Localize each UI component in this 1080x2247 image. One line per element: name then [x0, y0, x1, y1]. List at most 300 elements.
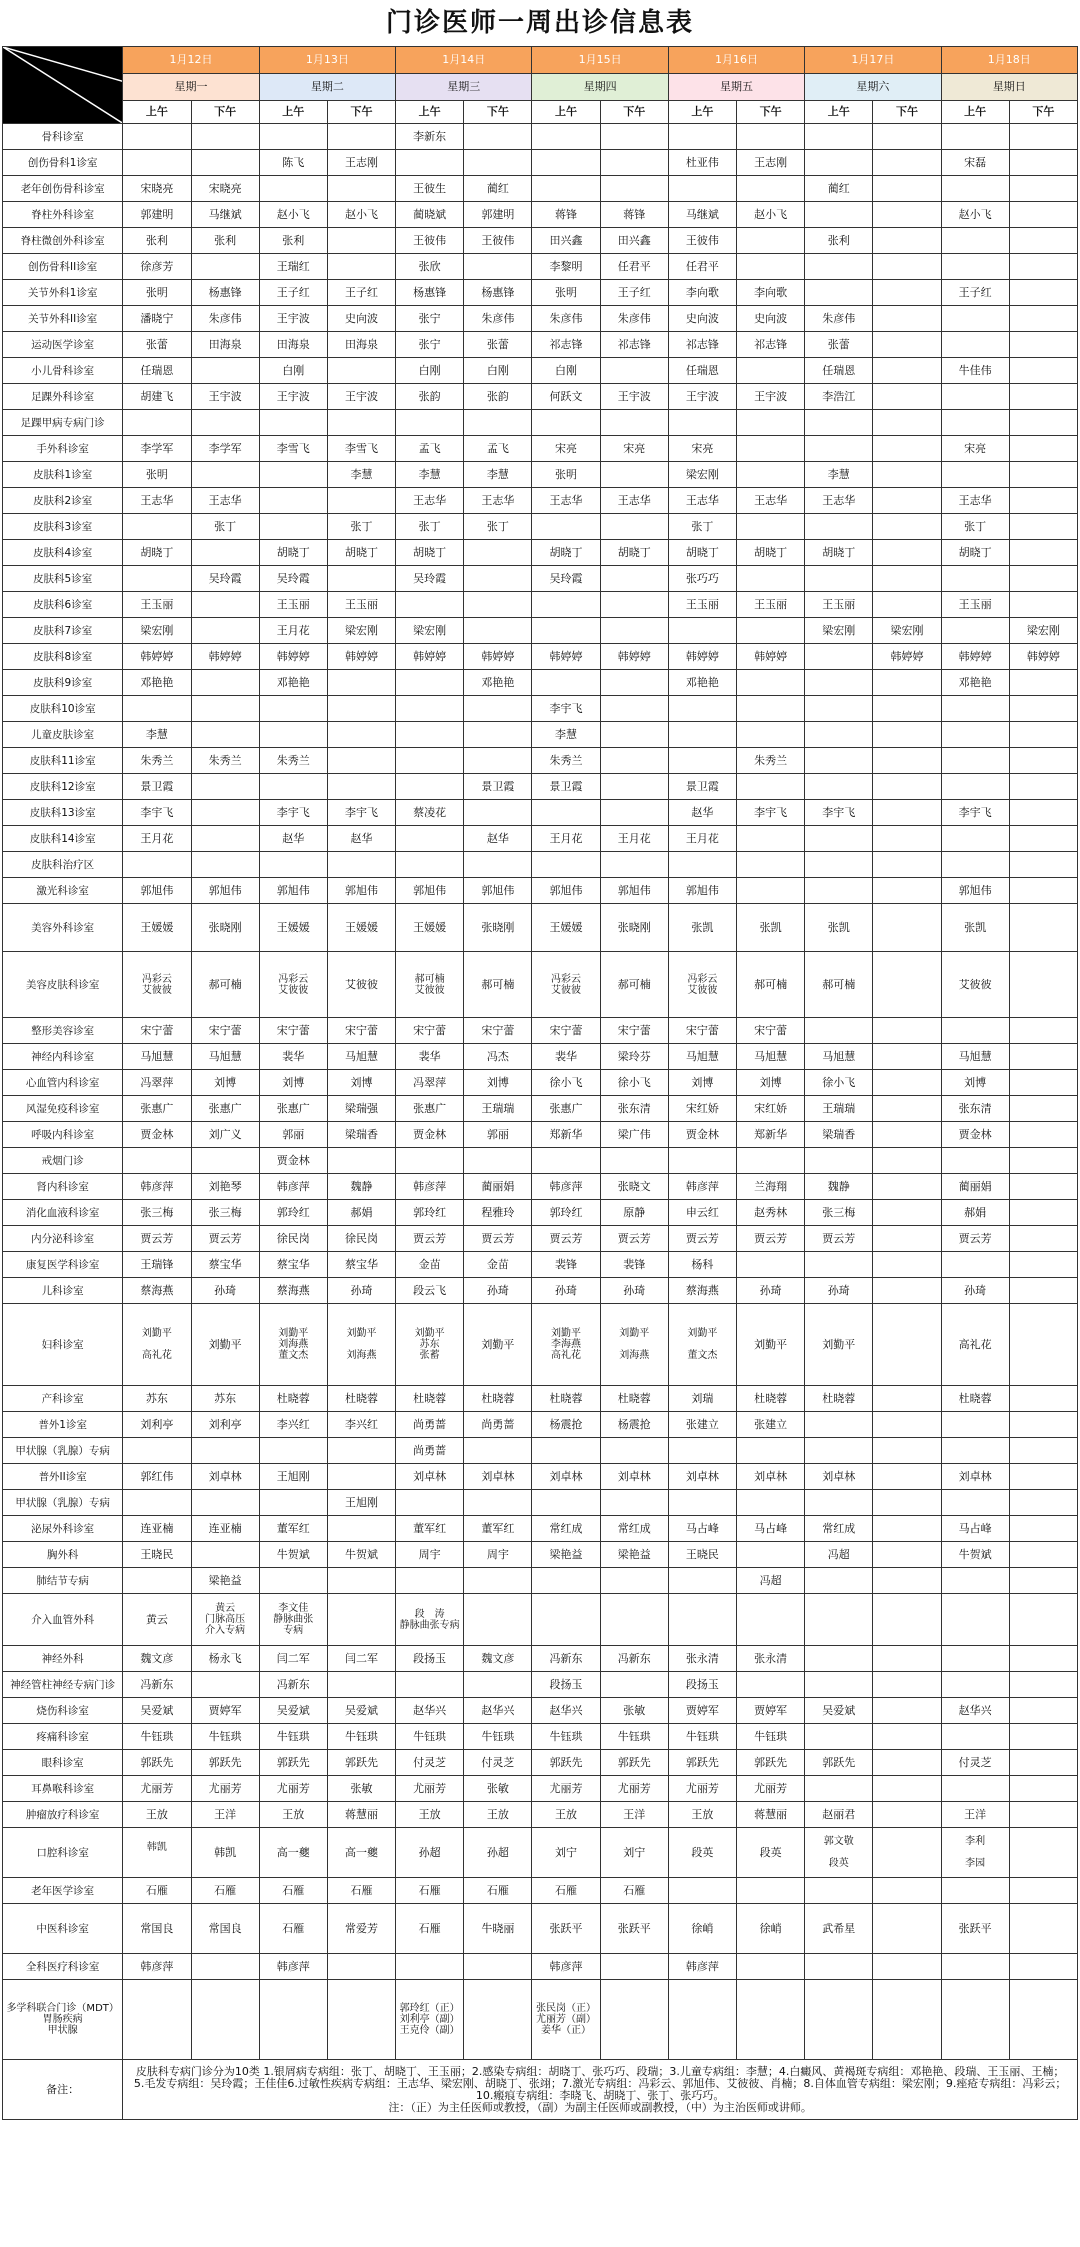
table-row	[3, 1252, 1078, 1278]
doctor-cell	[805, 436, 873, 462]
doctor-cell: 尤丽芳	[191, 1776, 259, 1802]
doctor-cell: 张东清	[941, 1096, 1009, 1122]
doctor-cell	[396, 1954, 464, 1980]
doctor-cell: 吴爱斌	[123, 1698, 191, 1724]
doctor-cell: 郝可楠	[464, 952, 532, 1018]
doctor-cell	[464, 150, 532, 176]
doctor-cell	[805, 1724, 873, 1750]
dept-name: 皮肤科1诊室	[3, 462, 123, 488]
doctor-cell	[941, 1980, 1009, 2060]
doctor-cell: 闫二军	[259, 1646, 327, 1672]
doctor-cell	[668, 722, 736, 748]
doctor-cell: 孙琦	[464, 1278, 532, 1304]
doctor-cell: 刘勤平 苏东 张蓄	[396, 1304, 464, 1386]
dept-name: 普外1诊室	[3, 1412, 123, 1438]
doctor-cell	[600, 514, 668, 540]
doctor-cell: 牛钰珙	[396, 1724, 464, 1750]
doctor-cell	[1009, 1698, 1077, 1724]
doctor-cell: 朱秀兰	[259, 748, 327, 774]
doctor-cell: 王彼生	[396, 176, 464, 202]
doctor-cell	[737, 124, 805, 150]
doctor-cell	[191, 1438, 259, 1464]
table-row	[3, 1698, 1078, 1724]
doctor-cell	[805, 1018, 873, 1044]
doctor-cell: 朱秀兰	[737, 748, 805, 774]
doctor-cell: 刘艳琴	[191, 1174, 259, 1200]
doctor-cell: 王玉丽	[805, 592, 873, 618]
doctor-cell: 杨震抢	[532, 1412, 600, 1438]
doctor-cell: 常红成	[600, 1516, 668, 1542]
doctor-cell	[259, 1490, 327, 1516]
doctor-cell: 贾金林	[259, 1148, 327, 1174]
doctor-cell	[805, 1438, 873, 1464]
doctor-cell	[1009, 1750, 1077, 1776]
dept-name: 皮肤科治疗区	[3, 852, 123, 878]
doctor-cell: 赵华兴	[941, 1698, 1009, 1724]
doctor-cell: 牛钰珙	[600, 1724, 668, 1750]
doctor-cell	[191, 358, 259, 384]
doctor-cell	[1009, 306, 1077, 332]
doctor-cell: 蔺红	[805, 176, 873, 202]
doctor-cell: 李学军	[123, 436, 191, 462]
doctor-cell	[327, 1594, 395, 1646]
doctor-cell: 白刚	[396, 358, 464, 384]
table-row	[3, 1304, 1078, 1386]
doctor-cell: 刘博	[737, 1070, 805, 1096]
doctor-cell: 徐峭	[737, 1904, 805, 1954]
doctor-cell	[1009, 1096, 1077, 1122]
doctor-cell: 王志华	[464, 488, 532, 514]
doctor-cell: 景卫霞	[532, 774, 600, 800]
doctor-cell: 贾云芳	[191, 1226, 259, 1252]
doctor-cell	[532, 1594, 600, 1646]
doctor-cell	[941, 1672, 1009, 1698]
doctor-cell	[600, 358, 668, 384]
doctor-cell: 祁志锋	[532, 332, 600, 358]
table-row	[3, 202, 1078, 228]
doctor-cell	[1009, 670, 1077, 696]
doctor-cell: 张宁	[396, 332, 464, 358]
doctor-cell: 刘勤平	[191, 1304, 259, 1386]
doctor-cell: 尚勇蔷	[396, 1438, 464, 1464]
header-pm: 下午	[327, 101, 395, 124]
dept-name: 胸外科	[3, 1542, 123, 1568]
doctor-cell	[805, 254, 873, 280]
doctor-cell: 郭跃先	[668, 1750, 736, 1776]
doctor-cell	[1009, 722, 1077, 748]
doctor-cell	[600, 670, 668, 696]
doctor-cell: 李宇飞	[737, 800, 805, 826]
doctor-cell: 张敏	[464, 1776, 532, 1802]
doctor-cell	[805, 202, 873, 228]
doctor-cell: 张丁	[941, 514, 1009, 540]
doctor-cell: 王宇波	[737, 384, 805, 410]
doctor-cell: 景卫霞	[668, 774, 736, 800]
doctor-cell: 李利 李园	[941, 1828, 1009, 1878]
doctor-cell	[123, 150, 191, 176]
doctor-cell: 魏文彦	[123, 1646, 191, 1672]
doctor-cell: 吴玲霞	[191, 566, 259, 592]
doctor-cell	[532, 852, 600, 878]
doctor-cell: 任君平	[600, 254, 668, 280]
doctor-cell: 宋红娇	[737, 1096, 805, 1122]
doctor-cell	[737, 1878, 805, 1904]
table-row	[3, 1070, 1078, 1096]
header-date: 1月12日	[123, 47, 259, 74]
doctor-cell: 张丁	[464, 514, 532, 540]
doctor-cell: 王放	[532, 1802, 600, 1828]
doctor-cell	[737, 228, 805, 254]
doctor-cell	[396, 592, 464, 618]
doctor-cell: 刘博	[259, 1070, 327, 1096]
doctor-cell: 段扬玉	[396, 1646, 464, 1672]
doctor-cell	[1009, 1672, 1077, 1698]
doctor-cell: 刘卓林	[532, 1464, 600, 1490]
doctor-cell: 王玉丽	[737, 592, 805, 618]
dept-name: 创伤骨科1诊室	[3, 150, 123, 176]
doctor-cell: 胡晓丁	[327, 540, 395, 566]
doctor-cell: 常爱芳	[327, 1904, 395, 1954]
doctor-cell: 刘卓林	[941, 1464, 1009, 1490]
doctor-cell: 魏静	[805, 1174, 873, 1200]
doctor-cell	[941, 462, 1009, 488]
doctor-cell: 王瑞红	[259, 254, 327, 280]
doctor-cell: 韩彦萍	[668, 1954, 736, 1980]
table-row	[3, 618, 1078, 644]
doctor-cell: 韩婷婷	[191, 644, 259, 670]
doctor-cell: 吴爱斌	[327, 1698, 395, 1724]
doctor-cell: 王瑞锋	[123, 1252, 191, 1278]
doctor-cell: 尤丽芳	[668, 1776, 736, 1802]
doctor-cell: 苏东	[191, 1386, 259, 1412]
doctor-cell: 郭建明	[123, 202, 191, 228]
doctor-cell	[191, 540, 259, 566]
doctor-cell: 张蕾	[805, 332, 873, 358]
doctor-cell	[941, 618, 1009, 644]
doctor-cell	[396, 670, 464, 696]
doctor-cell	[464, 1980, 532, 2060]
doctor-cell: 张韵	[396, 384, 464, 410]
doctor-cell: 吴玲霞	[532, 566, 600, 592]
doctor-cell: 孟飞	[396, 436, 464, 462]
doctor-cell	[396, 410, 464, 436]
doctor-cell: 杜晓蓉	[464, 1386, 532, 1412]
doctor-cell: 李宇飞	[327, 800, 395, 826]
doctor-cell	[941, 228, 1009, 254]
header-weekday: 星期日	[941, 74, 1077, 101]
header-date: 1月14日	[396, 47, 532, 74]
doctor-cell	[737, 878, 805, 904]
doctor-cell: 裴锋	[600, 1252, 668, 1278]
doctor-cell: 郭跃先	[805, 1750, 873, 1776]
doctor-cell	[737, 410, 805, 436]
doctor-cell	[737, 358, 805, 384]
doctor-cell	[259, 852, 327, 878]
doctor-cell: 徐民岗	[327, 1226, 395, 1252]
doctor-cell: 石雁	[532, 1878, 600, 1904]
header-date: 1月17日	[805, 47, 941, 74]
doctor-cell: 牛贺斌	[941, 1542, 1009, 1568]
doctor-cell: 张民岗（正） 尤丽芳（副） 姜华（正）	[532, 1980, 600, 2060]
doctor-cell: 贾云芳	[532, 1226, 600, 1252]
doctor-cell: 张丁	[396, 514, 464, 540]
doctor-cell	[464, 1148, 532, 1174]
doctor-cell: 马旭慧	[941, 1044, 1009, 1070]
doctor-cell	[191, 462, 259, 488]
doctor-cell: 邓艳艳	[123, 670, 191, 696]
doctor-cell	[737, 436, 805, 462]
doctor-cell: 刘利亭	[191, 1412, 259, 1438]
doctor-cell: 张建立	[668, 1412, 736, 1438]
doctor-cell: 李向歌	[668, 280, 736, 306]
table-row	[3, 124, 1078, 150]
dept-name: 皮肤科4诊室	[3, 540, 123, 566]
doctor-cell: 任君平	[668, 254, 736, 280]
dept-name: 老年创伤骨科诊室	[3, 176, 123, 202]
doctor-cell	[805, 1594, 873, 1646]
doctor-cell	[600, 1568, 668, 1594]
doctor-cell	[668, 696, 736, 722]
doctor-cell: 刘勤平	[737, 1304, 805, 1386]
table-row	[3, 1568, 1078, 1594]
doctor-cell	[941, 176, 1009, 202]
doctor-cell	[1009, 1122, 1077, 1148]
doctor-cell: 石雁	[191, 1878, 259, 1904]
doctor-cell: 张利	[259, 228, 327, 254]
doctor-cell: 李慧	[805, 462, 873, 488]
doctor-cell: 金苗	[464, 1252, 532, 1278]
doctor-cell: 郭旭伟	[600, 878, 668, 904]
doctor-cell: 张利	[805, 228, 873, 254]
dept-name: 甲状腺（乳腺）专病	[3, 1438, 123, 1464]
doctor-cell: 王洋	[941, 1802, 1009, 1828]
doctor-cell: 朱彦伟	[464, 306, 532, 332]
doctor-cell	[941, 332, 1009, 358]
doctor-cell: 任瑞恩	[668, 358, 736, 384]
doctor-cell: 郑新华	[737, 1122, 805, 1148]
doctor-cell	[532, 1490, 600, 1516]
table-row	[3, 1724, 1078, 1750]
table-row	[3, 332, 1078, 358]
doctor-cell	[396, 150, 464, 176]
doctor-cell: 王玉丽	[259, 592, 327, 618]
doctor-cell: 李黎明	[532, 254, 600, 280]
doctor-cell	[941, 1878, 1009, 1904]
doctor-cell	[1009, 540, 1077, 566]
doctor-cell: 胡建飞	[123, 384, 191, 410]
doctor-cell: 冯彩云 艾彼彼	[259, 952, 327, 1018]
doctor-cell	[464, 124, 532, 150]
doctor-cell	[737, 774, 805, 800]
doctor-cell: 史向波	[737, 306, 805, 332]
doctor-cell	[805, 1672, 873, 1698]
doctor-cell	[941, 1490, 1009, 1516]
doctor-cell	[805, 1776, 873, 1802]
header-pm: 下午	[1009, 101, 1077, 124]
doctor-cell: 郝可楠	[805, 952, 873, 1018]
doctor-cell	[805, 826, 873, 852]
doctor-cell	[873, 696, 941, 722]
doctor-cell: 韩彦萍	[123, 1174, 191, 1200]
doctor-cell	[873, 306, 941, 332]
doctor-cell	[123, 1438, 191, 1464]
doctor-cell	[191, 1490, 259, 1516]
doctor-cell: 吴爱斌	[805, 1698, 873, 1724]
doctor-cell	[873, 1542, 941, 1568]
doctor-cell	[327, 774, 395, 800]
doctor-cell	[191, 800, 259, 826]
doctor-cell	[259, 176, 327, 202]
doctor-cell	[191, 592, 259, 618]
doctor-cell	[532, 514, 600, 540]
dept-name: 皮肤科14诊室	[3, 826, 123, 852]
doctor-cell	[668, 1568, 736, 1594]
doctor-cell: 梁宏刚	[873, 618, 941, 644]
doctor-cell: 宋宁蕾	[191, 1018, 259, 1044]
doctor-cell	[737, 1148, 805, 1174]
doctor-cell: 王洋	[191, 1802, 259, 1828]
doctor-cell: 白刚	[259, 358, 327, 384]
dept-name: 耳鼻喉科诊室	[3, 1776, 123, 1802]
doctor-cell: 李兴红	[259, 1412, 327, 1438]
dept-name: 手外科诊室	[3, 436, 123, 462]
doctor-cell	[1009, 1252, 1077, 1278]
doctor-cell	[1009, 774, 1077, 800]
doctor-cell: 白刚	[532, 358, 600, 384]
doctor-cell: 郭跃先	[737, 1750, 805, 1776]
doctor-cell	[941, 1148, 1009, 1174]
doctor-cell	[873, 1568, 941, 1594]
doctor-cell: 杨惠锋	[464, 280, 532, 306]
doctor-cell	[737, 1672, 805, 1698]
doctor-cell: 王宇波	[327, 384, 395, 410]
doctor-cell: 张惠广	[259, 1096, 327, 1122]
doctor-cell: 杨永飞	[191, 1646, 259, 1672]
doctor-cell: 孙琦	[191, 1278, 259, 1304]
doctor-cell	[1009, 202, 1077, 228]
doctor-cell	[1009, 410, 1077, 436]
doctor-cell	[805, 748, 873, 774]
doctor-cell	[1009, 1438, 1077, 1464]
doctor-cell	[532, 592, 600, 618]
doctor-cell: 田海泉	[191, 332, 259, 358]
doctor-cell: 韩婷婷	[259, 644, 327, 670]
doctor-cell	[805, 852, 873, 878]
dept-name: 消化血液科诊室	[3, 1200, 123, 1226]
doctor-cell: 高一夔	[259, 1828, 327, 1878]
doctor-cell	[191, 1980, 259, 2060]
doctor-cell: 梁瑞香	[805, 1122, 873, 1148]
doctor-cell: 史向波	[327, 306, 395, 332]
doctor-cell: 张晓文	[600, 1174, 668, 1200]
doctor-cell: 申云红	[668, 1200, 736, 1226]
doctor-cell: 孙琦	[941, 1278, 1009, 1304]
doctor-cell: 张晓刚	[191, 904, 259, 952]
doctor-cell	[600, 852, 668, 878]
doctor-cell	[873, 1174, 941, 1200]
doctor-cell	[1009, 280, 1077, 306]
doctor-cell: 杜晓蓉	[396, 1386, 464, 1412]
doctor-cell	[123, 124, 191, 150]
doctor-cell	[123, 566, 191, 592]
doctor-cell: 王月花	[668, 826, 736, 852]
doctor-cell	[600, 618, 668, 644]
doctor-cell	[1009, 1304, 1077, 1386]
note-text: 皮肤科专病门诊分为10类 1.银屑病专病组：张丁、胡晓丁、王玉丽；2.感染专病组：胡晓丁、张巧巧、段瑞；3.儿童专病组：李慧；4.白癜风、黄褐斑专病组：邓艳艳、段瑞、王玉丽、王楠；5.毛发专病组：吴玲霞；王佳佳6.过敏性疾病专病组：王志华、梁宏刚、胡晓丁、张翊；7.激光专病组：冯彩云、郭旭伟、艾彼彼、肖楠；8.自体血管专病组：梁宏刚；9.痤疮专病组：冯彩云；10.瘢痕专病组：李晓飞、胡晓丁、张丁、张巧巧。 注：（正）为主任医师或教授，（副）为副主任医师或副教授，（中）为主治医师或讲师。	[123, 2060, 1078, 2120]
doctor-cell: 韩彦萍	[532, 1174, 600, 1200]
doctor-cell: 蒋锋	[532, 202, 600, 228]
dept-name: 甲状腺（乳腺）专病	[3, 1490, 123, 1516]
doctor-cell: 艾彼彼	[941, 952, 1009, 1018]
doctor-cell	[600, 410, 668, 436]
doctor-cell	[805, 696, 873, 722]
doctor-cell	[873, 358, 941, 384]
doctor-cell: 付灵芝	[941, 1750, 1009, 1776]
doctor-cell: 韩彦萍	[123, 1954, 191, 1980]
doctor-cell: 牛钰珙	[191, 1724, 259, 1750]
doctor-cell: 郝可楠	[737, 952, 805, 1018]
doctor-cell: 郭跃先	[532, 1750, 600, 1776]
doctor-cell: 魏文彦	[464, 1646, 532, 1672]
doctor-cell	[259, 1568, 327, 1594]
doctor-cell	[259, 488, 327, 514]
doctor-cell: 王玉丽	[327, 592, 395, 618]
doctor-cell: 段扬玉	[668, 1672, 736, 1698]
doctor-cell	[1009, 1904, 1077, 1954]
doctor-cell	[123, 852, 191, 878]
doctor-cell: 王宇波	[668, 384, 736, 410]
doctor-cell: 马旭慧	[737, 1044, 805, 1070]
doctor-cell: 郭玲红（正） 刘利亭（副） 王克伶（副）	[396, 1980, 464, 2060]
doctor-cell	[873, 952, 941, 1018]
doctor-cell	[873, 1594, 941, 1646]
doctor-cell	[805, 124, 873, 150]
doctor-cell: 胡晓丁	[737, 540, 805, 566]
dept-name: 骨科诊室	[3, 124, 123, 150]
doctor-cell: 张凯	[941, 904, 1009, 952]
header-weekday: 星期六	[805, 74, 941, 101]
doctor-cell: 韩婷婷	[532, 644, 600, 670]
dept-name: 皮肤科6诊室	[3, 592, 123, 618]
table-row	[3, 1776, 1078, 1802]
doctor-cell	[873, 332, 941, 358]
doctor-cell	[191, 852, 259, 878]
doctor-cell: 杜亚伟	[668, 150, 736, 176]
doctor-cell: 徐小飞	[532, 1070, 600, 1096]
doctor-cell: 邓艳艳	[668, 670, 736, 696]
doctor-cell	[327, 566, 395, 592]
doctor-cell: 蒋慧丽	[327, 1802, 395, 1828]
doctor-cell	[941, 1724, 1009, 1750]
note-row	[3, 2060, 1078, 2120]
doctor-cell	[600, 462, 668, 488]
doctor-cell	[1009, 800, 1077, 826]
table-row	[3, 670, 1078, 696]
doctor-cell: 孙琦	[737, 1278, 805, 1304]
doctor-cell: 杨惠锋	[191, 280, 259, 306]
doctor-cell: 王月花	[532, 826, 600, 852]
doctor-cell	[259, 1980, 327, 2060]
table-row	[3, 1802, 1078, 1828]
doctor-cell	[668, 748, 736, 774]
doctor-cell: 刘勤平 刘海燕 董文杰	[259, 1304, 327, 1386]
table-row	[3, 1646, 1078, 1672]
doctor-cell: 刘勤平	[805, 1304, 873, 1386]
table-row	[3, 1542, 1078, 1568]
doctor-cell: 梁玲芬	[600, 1044, 668, 1070]
doctor-cell	[327, 254, 395, 280]
dept-name: 皮肤科9诊室	[3, 670, 123, 696]
